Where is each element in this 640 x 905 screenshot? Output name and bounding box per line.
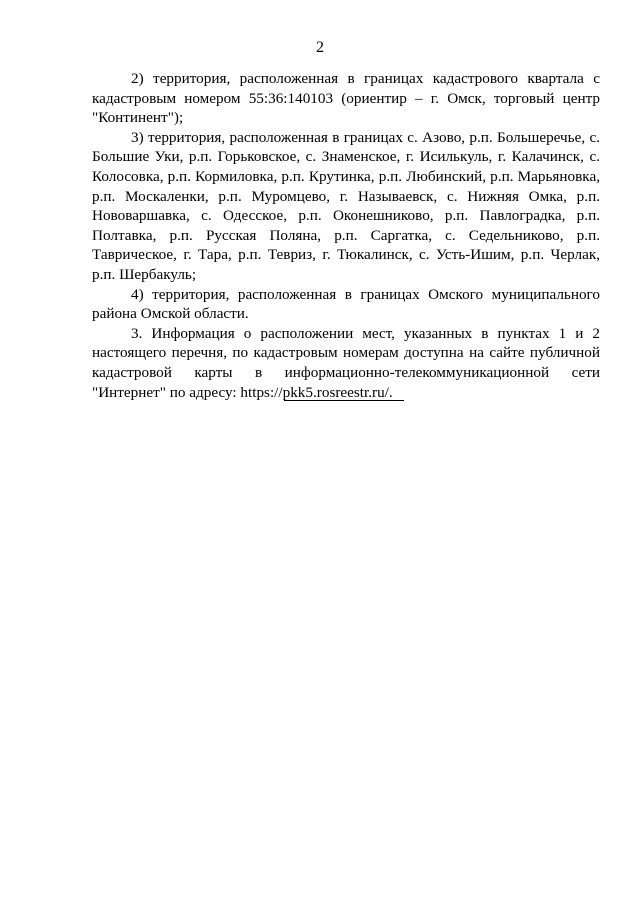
paragraph-item-2: 2) территория, расположенная в границах кадастрового квартала с кадастровым номером 55:36:140103 (ориентир – г. Омск, торговый центр "Континент");: [92, 70, 600, 127]
document-body: [92, 69, 600, 402]
closing-divider-line: [284, 400, 404, 401]
paragraph-item-3: 3) территория, расположенная в границах с. Азово, р.п. Большеречье, с. Большие Уки, р.п. Горьковское, с. Знаменское, г. Исилькуль, г. Калачинск, с. Колосовка, р.п. Кормиловка, р.п. Крутинка, р.п. Любинский, р.п. Марьяновка, р.п. Москаленки, р.п. Муромцево, г. Называевск, с. Нижняя Омка, р.п. Нововаршавка, с. Одесское, р.п. Оконешниково, р.п. Павлоградка, р.п. Полтавка, р.п. Русская Поляна, р.п. Саргатка, с. Седельниково, р.п. Таврическое, г. Тара, р.п. Тевриз, г. Тюкалинск, с. Усть-Ишим, р.п. Черлак, р.п. Шербакуль;: [92, 128, 600, 283]
paragraph-section-3: 3. Информация о расположении мест, указанных в пунктах 1 и 2 настоящего перечня, по кадастровым номерам доступна на сайте публичной кадастровой карты в информационно-телекоммуникационной сети "Интернет" по адресу: https://pkk5.rosreestr.ru/.: [92, 324, 600, 401]
paragraph-item-4: 4) территория, расположенная в границах Омского муниципального района Омской области.: [92, 285, 600, 323]
page-number: 2: [316, 39, 324, 56]
